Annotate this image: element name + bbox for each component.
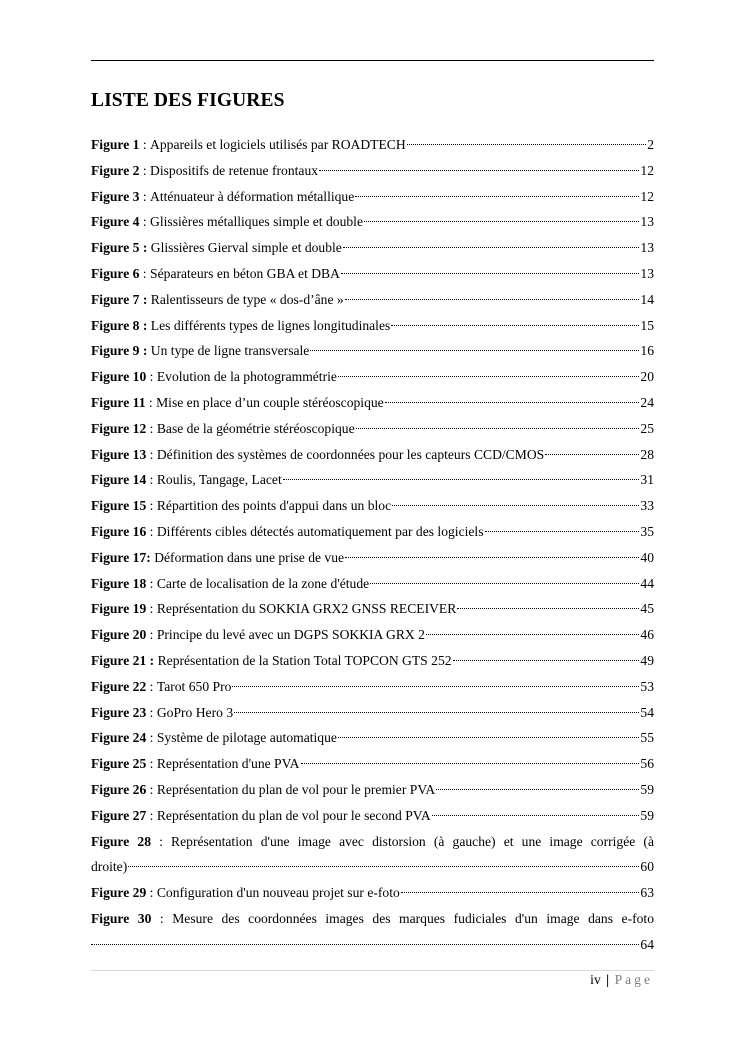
toc-entry[interactable]: [91, 338, 654, 364]
figure-label: Figure 3: [91, 188, 140, 204]
figure-entries: [91, 132, 654, 829]
toc-entry[interactable]: [91, 442, 654, 468]
dot-leader: [232, 685, 639, 687]
dot-leader: [345, 556, 639, 558]
footer-page-word: Page: [614, 972, 653, 987]
figure-label: Figure 13: [91, 446, 147, 462]
toc-entry[interactable]: [91, 261, 654, 287]
entry-line: [91, 725, 654, 751]
label-separator: :: [146, 472, 157, 488]
page-number: 54: [640, 704, 654, 720]
toc-entry[interactable]: [91, 622, 654, 648]
entry-line: [91, 519, 654, 545]
dot-leader: [436, 788, 639, 790]
page-number: 64: [640, 936, 654, 952]
figure-caption: Système de pilotage automatique: [156, 730, 337, 746]
entry-second-line: [91, 854, 654, 880]
dot-leader: [356, 427, 640, 429]
figure-caption: Evolution de la photogrammétrie: [156, 369, 337, 385]
figure-label: Figure 23: [91, 704, 147, 720]
figure-caption: Ralentisseurs de type « dos-d’âne »: [150, 291, 344, 307]
figure-label: Figure 24: [91, 730, 147, 746]
entry-line: [91, 803, 654, 829]
entry-line: [91, 390, 654, 416]
page-number: 12: [640, 162, 654, 178]
toc-entry[interactable]: [91, 648, 654, 674]
entry-first-line: [91, 906, 654, 932]
figure-label: Figure 2: [91, 162, 140, 178]
entry-line: [91, 777, 654, 803]
dot-leader: [301, 762, 640, 764]
label-separator: :: [146, 575, 157, 591]
label-separator: :: [146, 704, 157, 720]
dot-leader: [319, 169, 639, 171]
toc-entry[interactable]: [91, 725, 654, 751]
figure-label: Figure 9 :: [91, 343, 148, 359]
toc-entry[interactable]: [91, 313, 654, 339]
figure-caption: Glissières métalliques simple et double: [150, 214, 363, 230]
page-number: 24: [640, 394, 654, 410]
page-number: 59: [640, 807, 654, 823]
entry-line: [91, 158, 654, 184]
dot-leader: [343, 246, 640, 248]
figure-caption: Représentation d'une image avec distorsion (à gauche) et une image corrigée (à: [171, 833, 654, 849]
entry-line: [91, 545, 654, 571]
entry-line: [91, 235, 654, 261]
page-number: 2: [647, 137, 654, 152]
dot-leader: [355, 195, 639, 197]
page-number: 46: [640, 627, 654, 643]
page-number: 53: [640, 678, 654, 694]
page-number: 45: [640, 601, 654, 617]
figure-label: Figure 5 :: [91, 240, 148, 256]
dot-leader: [426, 633, 639, 635]
page-footer: [590, 972, 653, 988]
figure-caption: Représentation d'une PVA: [156, 756, 300, 772]
entry-line: [91, 287, 654, 313]
entry-line: [91, 313, 654, 339]
figure-label: Figure 20: [91, 627, 147, 643]
label-separator: :: [146, 601, 157, 617]
toc-entry[interactable]: [91, 777, 654, 803]
entry-line: [91, 648, 654, 674]
figure-label: Figure 15: [91, 498, 147, 514]
toc-entry[interactable]: [91, 493, 654, 519]
page-number: 63: [640, 885, 654, 901]
page-number: 40: [640, 549, 654, 565]
toc-entry[interactable]: [91, 390, 654, 416]
dot-leader: [338, 375, 639, 377]
page-number: 44: [640, 575, 654, 591]
entry-line: [91, 596, 654, 622]
toc-entry[interactable]: [91, 184, 654, 210]
figure-caption: Représentation de la Station Total TOPCON GTS 252: [157, 652, 452, 668]
page-number: 59: [640, 781, 654, 797]
toc-entry[interactable]: [91, 751, 654, 777]
figure-label: Figure 11: [91, 394, 146, 410]
dot-leader: [432, 814, 640, 816]
toc-entry[interactable]: [91, 545, 654, 571]
figure-label: Figure 18: [91, 575, 147, 591]
figure-label: Figure 21 :: [91, 652, 155, 668]
page-number: 56: [640, 756, 654, 772]
label-separator: :: [139, 265, 151, 281]
dot-leader: [370, 582, 639, 584]
toc-entry[interactable]: [91, 674, 654, 700]
entry-line: [91, 132, 654, 158]
label-separator: :: [146, 446, 157, 462]
label-separator: :: [139, 137, 151, 152]
page-number: 13: [640, 240, 654, 256]
dot-leader: [407, 143, 647, 145]
figure-caption: Dispositifs de retenue frontaux: [150, 162, 319, 178]
page-number: 20: [640, 369, 654, 385]
dot-leader: [345, 298, 640, 300]
dot-leader: [283, 478, 640, 480]
label-separator: :: [139, 214, 151, 230]
toc-entry[interactable]: [91, 364, 654, 390]
figure-caption: Configuration d'un nouveau projet sur e-foto: [156, 885, 400, 901]
figure-label: Figure 27: [91, 807, 147, 823]
toc-entry[interactable]: [91, 571, 654, 597]
figure-list: [91, 132, 654, 958]
figure-label: Figure 10: [91, 369, 147, 385]
dot-leader: [385, 401, 640, 403]
entry-line: [91, 184, 654, 210]
label-separator: :: [146, 627, 157, 643]
dot-leader: [341, 272, 639, 274]
figure-caption: Représentation du plan de vol pour le second PVA: [156, 807, 431, 823]
figure-caption: Carte de localisation de la zone d'étude: [156, 575, 370, 591]
page-number: 55: [640, 730, 654, 746]
label-separator: :: [139, 162, 151, 178]
figure-caption: Différents cibles détectés automatiquement par des logiciels: [156, 523, 484, 539]
footer-separator: |: [606, 972, 610, 987]
entry-line: [91, 674, 654, 700]
figure-label: Figure 1: [91, 137, 140, 152]
dot-leader: [338, 736, 639, 738]
figure-caption: Définition des systèmes de coordonnées pour les capteurs CCD/CMOS: [156, 446, 545, 462]
label-separator: :: [146, 678, 157, 694]
entry-line: [91, 209, 654, 235]
toc-entry[interactable]: [91, 906, 654, 958]
label-separator: :: [139, 188, 151, 204]
page-number: 35: [640, 523, 654, 539]
toc-entry[interactable]: [91, 158, 654, 184]
page-number: 28: [640, 446, 654, 462]
footer-rule: [91, 970, 654, 971]
figure-label: Figure 8 :: [91, 317, 148, 333]
toc-entry[interactable]: [91, 132, 654, 158]
entry-line: [91, 467, 654, 493]
toc-entry[interactable]: [91, 287, 654, 313]
label-separator: :: [151, 910, 173, 926]
toc-entry[interactable]: [91, 880, 654, 906]
page-number: 60: [640, 859, 654, 875]
toc-entry[interactable]: [91, 700, 654, 726]
dot-leader: [364, 220, 639, 222]
entry-line: [91, 622, 654, 648]
figure-label: Figure 14: [91, 472, 147, 488]
dot-leader: [485, 530, 640, 532]
page-number: 49: [640, 652, 654, 668]
figure-caption: Les différents types de lignes longitudinales: [150, 317, 391, 333]
entry-line: [91, 700, 654, 726]
toc-entry[interactable]: [91, 416, 654, 442]
entry-line: [91, 416, 654, 442]
label-separator: :: [146, 781, 157, 797]
figure-caption: Appareils et logiciels utilisés par ROADTECH: [150, 137, 406, 152]
figure-caption: Tarot 650 Pro: [156, 678, 232, 694]
figure-label: Figure 26: [91, 781, 147, 797]
page-title: LISTE DES FIGURES: [91, 90, 285, 111]
toc-entry[interactable]: [91, 209, 654, 235]
page-number: 33: [640, 498, 654, 514]
page-number: 13: [640, 265, 654, 281]
figure-caption: Répartition des points d'appui dans un bloc: [156, 498, 392, 514]
header-rule: [91, 60, 654, 61]
figure-label: Figure 12: [91, 420, 147, 436]
entry-line: [91, 493, 654, 519]
dot-leader: [457, 607, 639, 609]
label-separator: :: [146, 730, 157, 746]
footer-page-number: iv: [590, 972, 601, 987]
figure-caption: Représentation du plan de vol pour le premier PVA: [156, 781, 436, 797]
dot-leader: [91, 943, 639, 945]
entry-line: [91, 442, 654, 468]
dot-leader: [128, 865, 639, 867]
label-separator: :: [146, 498, 157, 514]
figure-label: Figure 29: [91, 885, 147, 901]
label-separator: :: [146, 523, 157, 539]
figure-label: Figure 19: [91, 601, 147, 617]
figure-label: Figure 16: [91, 523, 147, 539]
label-separator: :: [146, 807, 157, 823]
entry-line: [91, 364, 654, 390]
dot-leader: [545, 453, 639, 455]
label-separator: :: [146, 369, 157, 385]
figure-caption: Séparateurs en béton GBA et DBA: [150, 265, 340, 281]
entry-line: [91, 571, 654, 597]
toc-entry[interactable]: [91, 519, 654, 545]
page-number: 31: [640, 472, 654, 488]
entry-line: [91, 338, 654, 364]
dot-leader: [401, 891, 640, 893]
figure-label: Figure 7 :: [91, 291, 148, 307]
dot-leader: [453, 659, 640, 661]
figure-label: Figure 30: [91, 910, 152, 926]
page-number: 16: [640, 343, 654, 359]
page-number: 14: [640, 291, 654, 307]
figure-caption: Un type de ligne transversale: [150, 343, 310, 359]
figure-caption: Atténuateur à déformation métallique: [150, 188, 355, 204]
page-number: 13: [640, 214, 654, 230]
figure-caption: Mise en place d’un couple stéréoscopique: [156, 394, 384, 410]
toc-entry[interactable]: [91, 596, 654, 622]
entry-line: [91, 880, 654, 906]
entry-line: [91, 751, 654, 777]
dot-leader: [392, 504, 639, 506]
figure-label: Figure 4: [91, 214, 140, 230]
figure-caption: Glissières Gierval simple et double: [150, 240, 342, 256]
label-separator: :: [146, 756, 157, 772]
entry-second-line: [91, 932, 654, 958]
toc-entry[interactable]: [91, 829, 654, 881]
figure-caption-continuation: droite): [91, 859, 128, 875]
figure-caption: Principe du levé avec un DGPS SOKKIA GRX 2: [156, 627, 425, 643]
figure-label: Figure 17:: [91, 549, 151, 565]
figure-caption: Mesure des coordonnées images des marques fudiciales d'un image dans e-foto: [172, 910, 654, 926]
figure-label: Figure 25: [91, 756, 147, 772]
dot-leader: [310, 349, 639, 351]
figure-label: Figure 6: [91, 265, 140, 281]
dot-leader: [391, 324, 639, 326]
toc-entry[interactable]: [91, 235, 654, 261]
page-number: 15: [640, 317, 654, 333]
toc-entry[interactable]: [91, 467, 654, 493]
figure-label: Figure 22: [91, 678, 147, 694]
figure-caption: GoPro Hero 3: [156, 704, 234, 720]
label-separator: :: [146, 885, 157, 901]
toc-entry[interactable]: [91, 803, 654, 829]
figure-label: Figure 28: [91, 833, 151, 849]
figure-caption: Roulis, Tangage, Lacet: [156, 472, 282, 488]
entry-first-line: [91, 829, 654, 855]
figure-caption: Déformation dans une prise de vue: [154, 549, 345, 565]
page-number: 25: [640, 420, 654, 436]
label-separator: :: [151, 833, 172, 849]
figure-caption: Base de la géométrie stéréoscopique: [156, 420, 355, 436]
label-separator: :: [145, 394, 157, 410]
entry-line: [91, 261, 654, 287]
label-separator: :: [146, 420, 157, 436]
dot-leader: [234, 711, 639, 713]
figure-caption: Représentation du SOKKIA GRX2 GNSS RECEIVER: [156, 601, 457, 617]
page-number: 12: [640, 188, 654, 204]
